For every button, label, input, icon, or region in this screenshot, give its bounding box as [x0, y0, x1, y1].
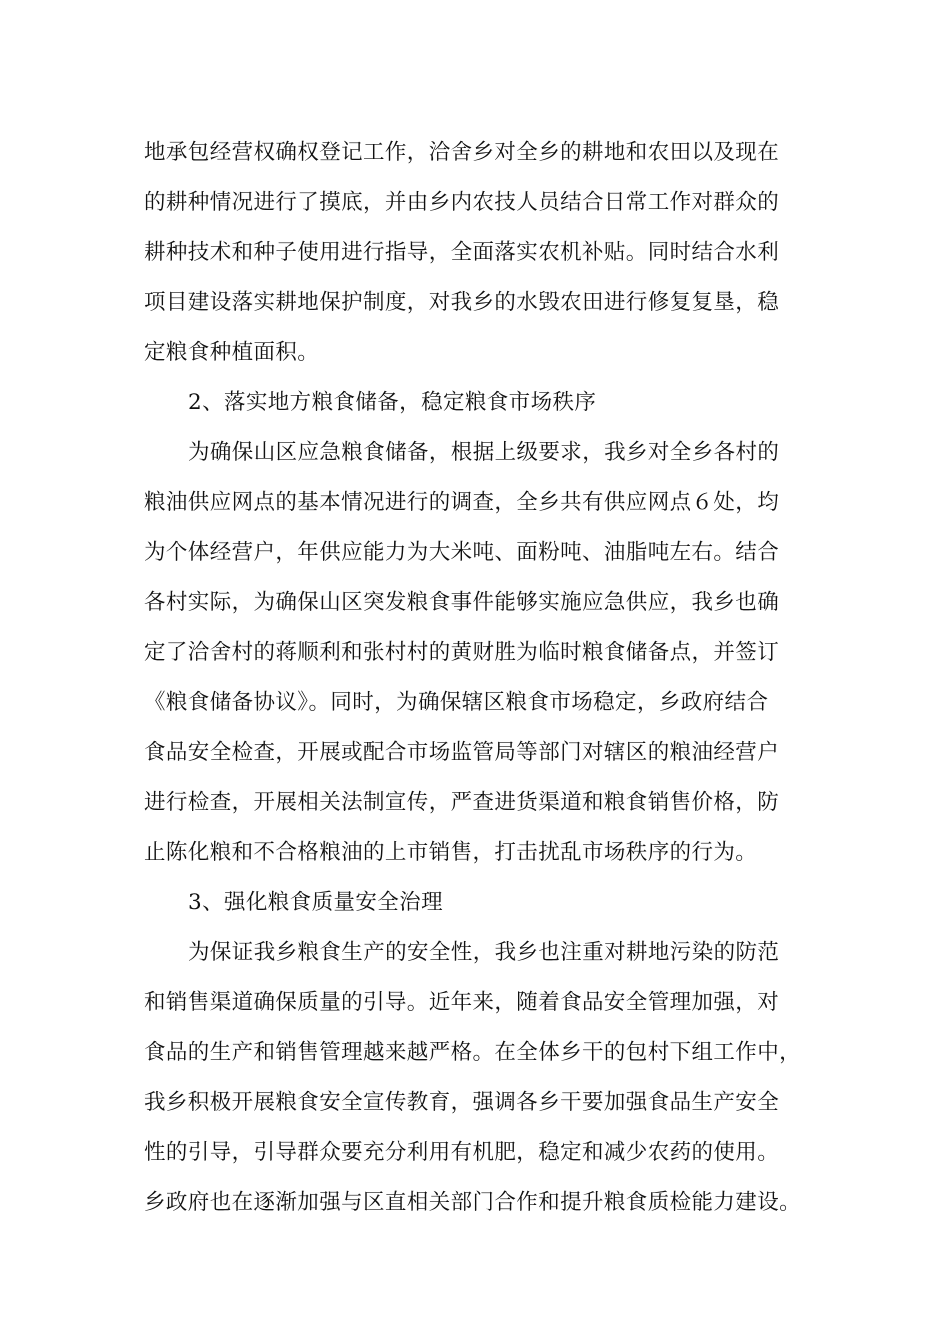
- text-line: 止陈化粮和不合格粮油的上市销售，打击扰乱市场秩序的行为。: [144, 840, 758, 865]
- text-line: 定粮食种植面积。: [144, 340, 320, 365]
- section-heading-3: 3、强化粮食质量安全治理: [188, 890, 443, 915]
- text-line: 项目建设落实耕地保护制度，对我乡的水毁农田进行修复复垦，稳: [144, 290, 780, 315]
- text-line: 为个体经营户，年供应能力为大米吨、面粉吨、油脂吨左右。结合: [144, 540, 780, 565]
- text-line: 我乡积极开展粮食安全宣传教育，强调各乡干要加强食品生产安全: [144, 1090, 780, 1115]
- text-line: 《粮食储备协议》。同时，为确保辖区粮食市场稳定，乡政府结合: [144, 690, 769, 715]
- text-line: 的耕种情况进行了摸底，并由乡内农技人员结合日常工作对群众的: [144, 190, 780, 215]
- text-line: 各村实际，为确保山区突发粮食事件能够实施应急供应，我乡也确: [144, 590, 780, 615]
- section-heading-2: 2、落实地方粮食储备，稳定粮食市场秩序: [188, 390, 597, 415]
- text-line: 和销售渠道确保质量的引导。近年来，随着食品安全管理加强，对: [144, 990, 780, 1015]
- text-line: 粮油供应网点的基本情况进行的调查，全乡共有供应网点６处，均: [144, 490, 780, 515]
- text-line: 定了洽舍村的蒋顺利和张村村的黄财胜为临时粮食储备点，并签订: [144, 640, 780, 665]
- text-line: 为确保山区应急粮食储备，根据上级要求，我乡对全乡各村的: [188, 440, 780, 465]
- text-line: 性的引导，引导群众要充分利用有机肥，稳定和减少农药的使用。: [144, 1140, 780, 1165]
- text-line: 耕种技术和种子使用进行指导，全面落实农机补贴。同时结合水利: [144, 240, 780, 265]
- text-line: 乡政府也在逐渐加强与区直相关部门合作和提升粮食质检能力建设。: [144, 1190, 802, 1215]
- text-line: 进行检查，开展相关法制宣传，严查进货渠道和粮食销售价格，防: [144, 790, 780, 815]
- text-line: 地承包经营权确权登记工作，洽舍乡对全乡的耕地和农田以及现在: [144, 140, 780, 165]
- text-line: 食品安全检查，开展或配合市场监管局等部门对辖区的粮油经营户: [144, 740, 780, 765]
- text-line: 食品的生产和销售管理越来越严格。在全体乡干的包村下组工作中，: [144, 1040, 802, 1065]
- text-line: 为保证我乡粮食生产的安全性，我乡也注重对耕地污染的防范: [188, 940, 780, 965]
- body-text: [144, 128, 814, 1228]
